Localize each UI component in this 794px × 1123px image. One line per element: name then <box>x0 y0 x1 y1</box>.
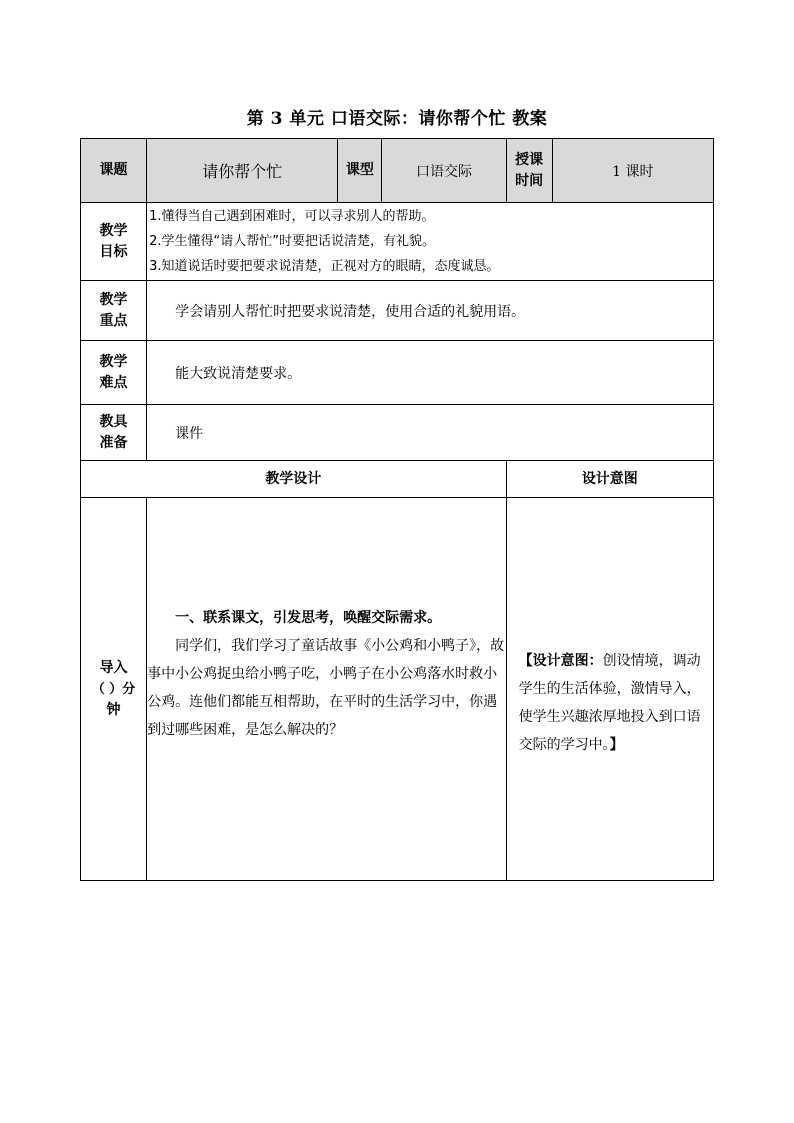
objective-item: 3.知道说话时要把要求说清楚，正视对方的眼睛，态度诚恳。 <box>149 259 500 274</box>
objectives-content <box>147 203 714 281</box>
key-points-label-line1: 教学 <box>99 291 128 308</box>
tools-label-line1: 教具 <box>99 413 128 430</box>
intro-heading: 一、联系课文，引发思考，唤醒交际需求。 <box>175 610 442 626</box>
key-points-label-line2: 重点 <box>99 312 128 329</box>
time-label <box>506 139 552 203</box>
tools-label <box>81 405 147 461</box>
intro-label-line2: （ ）分 <box>91 681 136 697</box>
intro-label <box>81 498 147 881</box>
intent-body: 创设情境，调动学生的生活体验，激情导入，使学生兴趣浓厚地投入到口语交际的学习中。 <box>518 653 701 753</box>
type-label: 课型 <box>338 139 382 203</box>
intro-label-line1: 导入 <box>99 659 128 676</box>
difficulties-text: 能大致说清楚要求。 <box>147 341 714 405</box>
topic-label: 课题 <box>81 139 147 203</box>
tools-row <box>81 405 714 461</box>
type-value: 口语交际 <box>382 139 506 203</box>
design-header: 教学设计 <box>81 461 507 498</box>
key-points-row <box>81 281 714 341</box>
intro-label-line3: 钟 <box>106 701 121 718</box>
key-points-label <box>81 281 147 341</box>
intent-header: 设计意图 <box>506 461 713 498</box>
intro-row <box>81 498 714 881</box>
intro-paragraph: 同学们，我们学习了童话故事《小公鸡和小鸭子》，故事中小公鸡捉虫给小鸭子吃，小鸭子在小公鸡落水时救小公鸡。连他们都能互相帮助，在平时的生活学习中，你遇到过哪些困难，是怎么解决的？ <box>147 638 505 738</box>
key-points-text: 学会请别人帮忙时把要求说清楚，使用合适的礼貌用语。 <box>147 281 714 341</box>
lesson-plan-table <box>80 138 714 881</box>
objective-item: 2.学生懂得“请人帮忙”时要把话说清楚，有礼貌。 <box>149 234 435 249</box>
difficulties-label-line1: 教学 <box>99 353 128 370</box>
tools-text: 课件 <box>147 405 714 461</box>
difficulties-row <box>81 341 714 405</box>
difficulties-label <box>81 341 147 405</box>
intent-prefix: 【设计意图： <box>518 653 603 669</box>
time-label-line1: 授课 <box>515 151 544 168</box>
objective-item: 1.懂得当自己遇到困难时，可以寻求别人的帮助。 <box>149 209 435 224</box>
header-row <box>81 139 714 203</box>
time-label-line2: 时间 <box>515 172 544 189</box>
tools-label-line2: 准备 <box>99 434 128 451</box>
objectives-label-line2: 目标 <box>99 243 128 260</box>
intent-suffix: 】 <box>609 737 624 753</box>
objectives-row <box>81 203 714 281</box>
difficulties-label-line2: 难点 <box>99 374 128 391</box>
objectives-label <box>81 203 147 281</box>
intro-intent <box>506 498 713 881</box>
topic-value: 请你帮个忙 <box>147 139 338 203</box>
intro-design-content <box>147 498 507 881</box>
time-value: 1 课时 <box>552 139 713 203</box>
objectives-label-line1: 教学 <box>99 222 128 239</box>
page-title: 第 3 单元 口语交际：请你帮个忙 教案 <box>246 109 548 129</box>
section-header-row <box>81 461 714 498</box>
